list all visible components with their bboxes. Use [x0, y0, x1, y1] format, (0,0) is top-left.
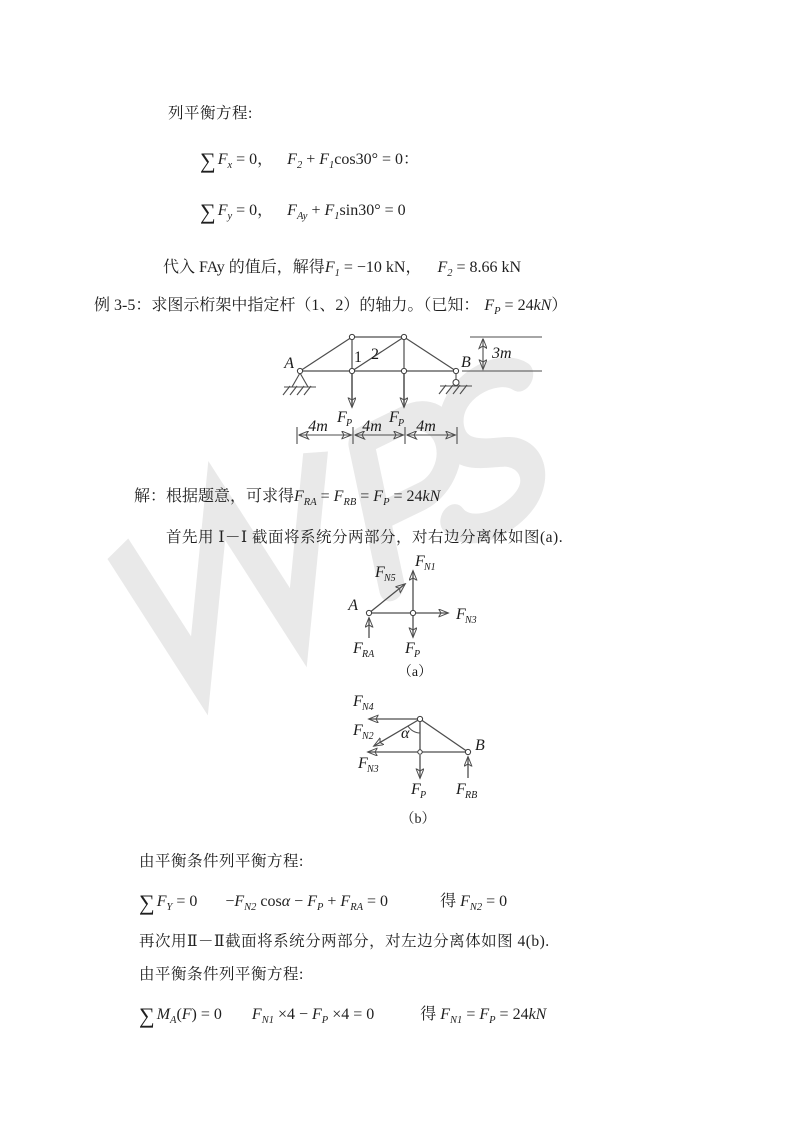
label-frb-sub: RB — [465, 790, 478, 801]
paragraph-equilibrium-heading: 列平衡方程: — [168, 105, 253, 122]
label-fra: F — [353, 640, 363, 657]
label-fn1: F — [415, 553, 425, 570]
load-arrows — [352, 373, 404, 407]
fba-lines — [369, 571, 448, 638]
label-alpha: α — [401, 725, 410, 742]
label-fn4-sub: N4 — [362, 702, 374, 713]
label-force-fp2-sub: P — [398, 418, 405, 429]
paragraph-equilibrium-condition-1: 由平衡条件列平衡方程: — [139, 853, 304, 870]
label-force-fp1: F — [337, 409, 347, 426]
label-fn5: F — [375, 564, 385, 581]
roller-support-B — [439, 373, 472, 394]
equation-sum-fx: ∑ $F_x = 0$， $F_2 + F_1\cos 30^\circ = 0$： — [200, 148, 420, 173]
label-fp: F — [411, 781, 421, 798]
label-force-fp1-sub: P — [346, 418, 353, 429]
label-node-A: A — [348, 597, 358, 614]
equation-sum-moment-A: ∑ $M_A(F) = 0$ $F_{N1} \times 4 - F_P \times 4 = 0$ 得 $F_{N1} = F_P = 24kN$ — [139, 1003, 547, 1028]
label-node-B: B — [475, 737, 485, 754]
paragraph-solution: 解：根据题意，可求得$F_{RA} = F_{RB} = F_P = 24kN$ — [134, 488, 441, 508]
label-bar-1: 1 — [354, 349, 362, 366]
caption-a: （a） — [397, 665, 433, 680]
label-dim-4m-3: 4m — [416, 418, 436, 435]
paragraph-substitution-result: 代入 FAy 的值后，解得$F_1 = -10$ kN， $F_2 = 8.66$ kN — [163, 259, 522, 279]
equation-sum-fy-section: ∑ $F_Y = 0 -F_{N2}$ $\cos\alpha - F_P + F_{RA} = 0$ 得 $F_{N2} = 0$ — [139, 890, 508, 915]
label-dim-4m-1: 4m — [308, 418, 328, 435]
paragraph-example-3-5: 例 3-5：求图示桁架中指定杆（1、2）的轴力。（已知： $F_P = 24kN$） — [94, 297, 568, 317]
label-fp: F — [405, 640, 415, 657]
label-dim-3m: 3m — [492, 345, 512, 362]
truss-diagram — [266, 323, 556, 458]
label-node-A: A — [284, 355, 294, 372]
label-bar-2: 2 — [371, 346, 379, 363]
caption-b: （b） — [400, 812, 436, 827]
label-fn3-sub: N3 — [465, 615, 477, 626]
angle-arc — [408, 726, 420, 733]
label-fn3-sub: N3 — [367, 764, 379, 775]
label-dim-4m-2: 4m — [362, 418, 382, 435]
label-fn4: F — [353, 693, 363, 710]
free-body-diagram-a — [330, 550, 545, 690]
label-fn3: F — [456, 606, 466, 623]
free-body-diagram-b — [325, 690, 555, 840]
fbb-lines — [368, 719, 468, 778]
paragraph-section-I: 首先用 Ⅰ－Ⅰ 截面将系统分两部分，对右边分离体如图(a). — [166, 529, 564, 546]
label-frb: F — [456, 781, 466, 798]
label-node-B: B — [461, 354, 471, 371]
label-force-fp2: F — [389, 409, 399, 426]
label-fn2-sub: N2 — [362, 731, 374, 742]
equation-sum-fy: ∑ $F_y = 0$， $F_{Ay} + F_1\sin 30^\circ = 0$ — [200, 199, 406, 224]
paragraph-equilibrium-condition-2: 由平衡条件列平衡方程: — [139, 966, 304, 983]
label-fn1-sub: N1 — [424, 562, 436, 573]
label-fn3: F — [358, 755, 368, 772]
paragraph-section-II: 再次用Ⅱ－Ⅱ截面将系统分两部分，对左边分离体如图 4(b). — [139, 933, 550, 950]
pin-support-A — [283, 373, 316, 395]
label-fp-sub: P — [420, 790, 427, 801]
label-fp-sub: P — [414, 649, 421, 660]
label-fn5-sub: N5 — [384, 573, 396, 584]
label-fra-sub: RA — [362, 649, 375, 660]
label-fn2: F — [353, 722, 363, 739]
